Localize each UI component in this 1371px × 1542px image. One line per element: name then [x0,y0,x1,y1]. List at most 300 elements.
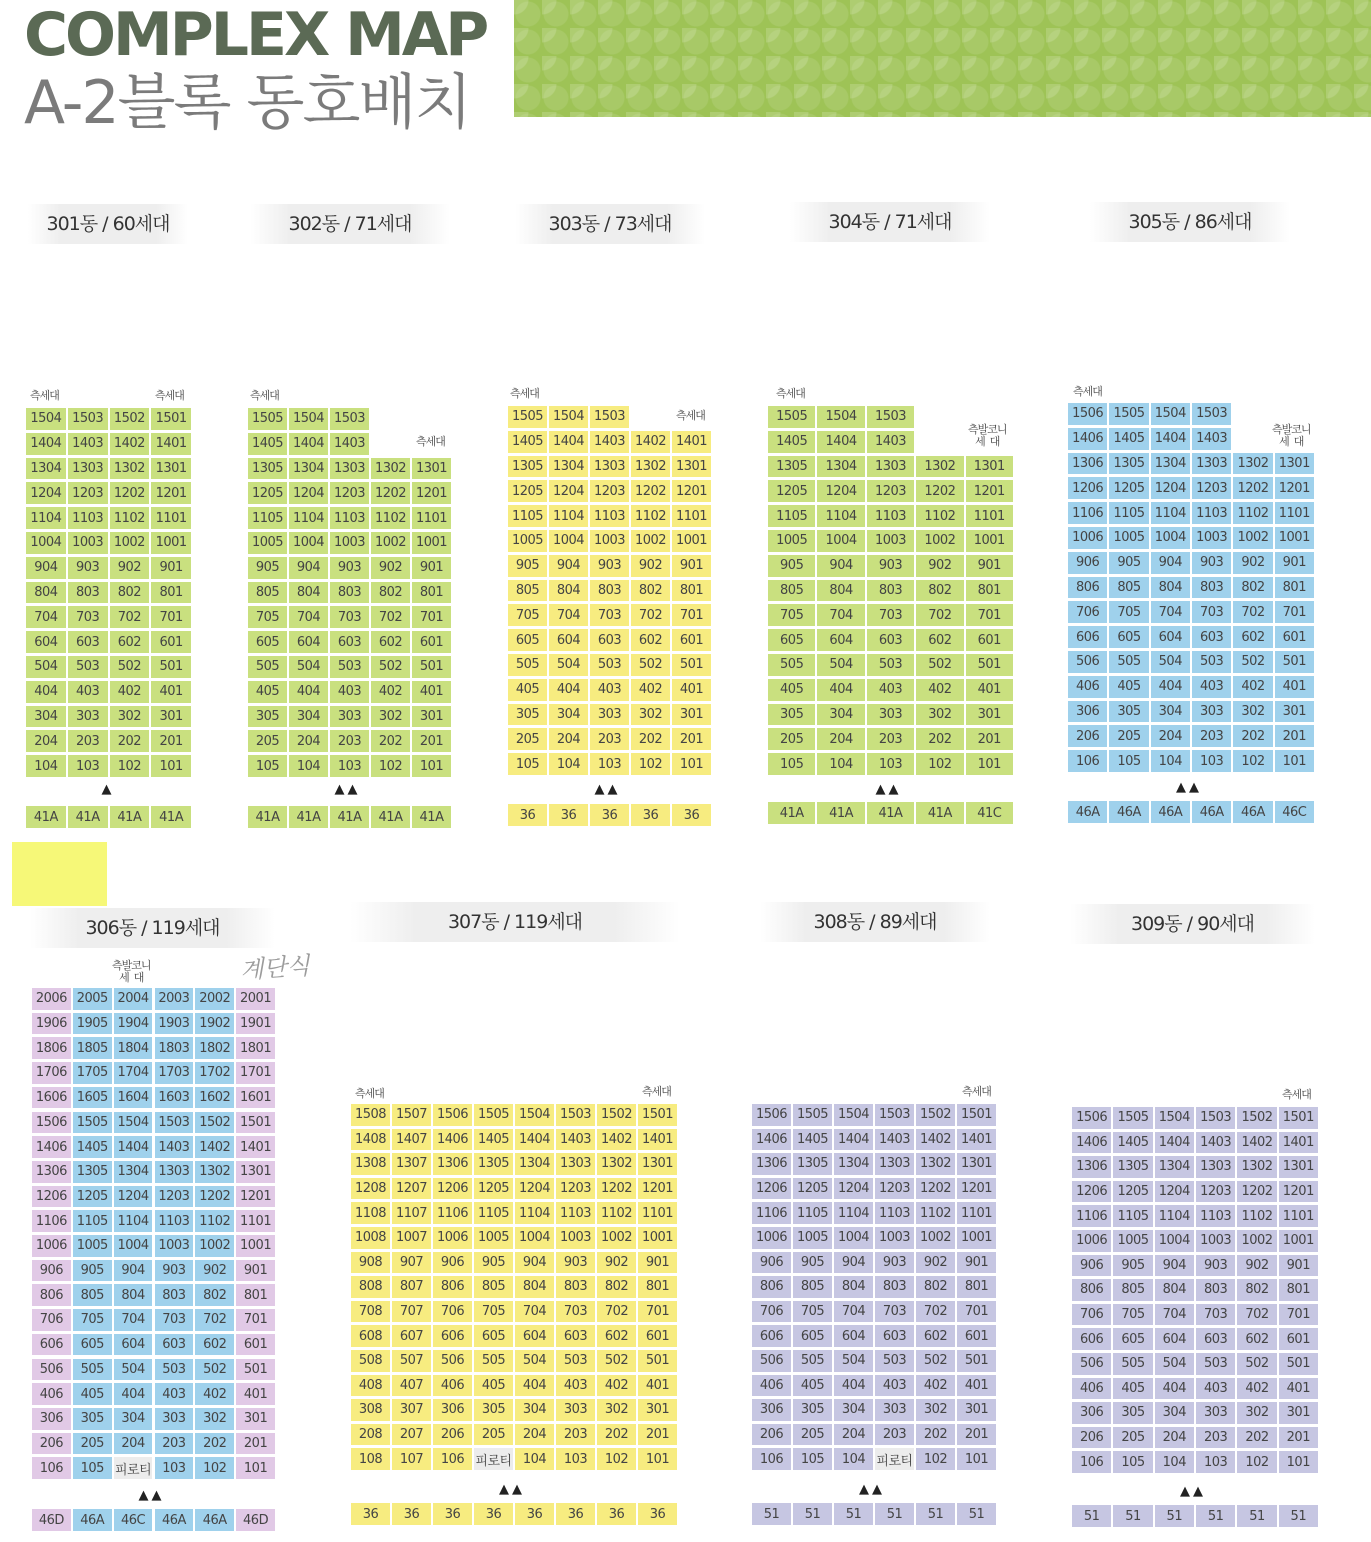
unit-cell: 1406 [32,1136,71,1158]
header-banner [514,0,1371,117]
unit-cell: 1204 [834,1178,873,1200]
unit-type-cell: 36 [392,1503,431,1525]
unit-cell: 1005 [474,1227,513,1249]
unit-cell: 1203 [875,1178,914,1200]
unit-cell: 101 [236,1457,275,1479]
unit-cell: 201 [412,730,451,752]
unit-type-cell: 51 [752,1503,791,1525]
unit-cell: 802 [1237,1279,1276,1301]
unit-cell: 103 [68,755,108,777]
unit-cell: 802 [1233,577,1272,599]
piloti-cell: 피로티 [114,1457,153,1479]
unit-cell: 902 [916,1252,955,1274]
unit-cell: 406 [752,1375,791,1397]
unit-cell: 1102 [1237,1205,1276,1227]
unit-cell: 1001 [412,532,451,554]
unit-cell: 601 [151,631,191,653]
unit-type-cell: 46D [236,1509,275,1531]
unit-cell: 702 [631,604,670,626]
unit-cell: 405 [73,1383,112,1405]
unit-cell: 506 [1068,651,1107,673]
unit-cell: 305 [508,704,547,726]
unit-cell: 701 [412,606,451,628]
unit-cell: 1204 [817,480,864,502]
unit-cell: 1401 [638,1129,677,1151]
unit-cell: 1106 [1072,1205,1111,1227]
unit-cell: 1305 [248,458,287,480]
unit-cell: 1001 [1275,527,1314,549]
entrance-arrows: ▲▲ [138,1488,165,1503]
unit-cell: 906 [433,1252,472,1274]
unit-cell: 405 [248,681,287,703]
unit-cell: 302 [597,1399,636,1421]
unit-cell: 1004 [549,530,588,552]
unit-cell: 1805 [73,1037,112,1059]
unit-cell: 705 [1113,1304,1152,1326]
unit-cell: 706 [1068,601,1107,623]
unit-cell: 904 [26,557,66,579]
unit-cell: 1103 [155,1210,194,1232]
unit-cell: 103 [330,755,369,777]
unit-cell: 504 [289,656,328,678]
unit-cell: 904 [114,1260,153,1282]
unit-cell: 803 [330,582,369,604]
unit-cell: 307 [392,1399,431,1421]
unit-cell: 902 [916,555,963,577]
unit-type-cell: 51 [1279,1505,1318,1527]
unit-cell: 1502 [110,408,150,430]
unit-cell: 1505 [73,1112,112,1134]
unit-cell: 501 [151,656,191,678]
unit-cell: 605 [73,1334,112,1356]
unit-cell: 801 [412,582,451,604]
unit-cell: 504 [515,1350,554,1372]
unit-cell: 601 [412,631,451,653]
unit-cell: 403 [556,1375,595,1397]
unit-type-cell: 46D [32,1509,71,1531]
unit-cell: 1106 [433,1202,472,1224]
unit-cell: 206 [433,1424,472,1446]
unit-cell: 706 [32,1309,71,1331]
unit-cell: 305 [768,704,815,726]
unit-cell: 1702 [195,1062,234,1084]
unit-type-cell: 36 [351,1503,390,1525]
unit-cell: 904 [289,557,328,579]
unit-cell: 305 [1113,1402,1152,1424]
unit-cell: 903 [1192,552,1231,574]
unit-cell: 1203 [867,480,914,502]
unit-cell: 1202 [597,1178,636,1200]
unit-cell: 1103 [867,505,914,527]
unit-type-cell: 51 [834,1503,873,1525]
unit-cell: 1403 [867,431,914,453]
unit-cell: 1302 [371,458,410,480]
unit-cell: 501 [638,1350,677,1372]
unit-cell: 502 [916,1350,955,1372]
unit-cell: 1301 [1279,1156,1318,1178]
unit-cell: 1206 [752,1178,791,1200]
unit-cell: 1003 [867,530,914,552]
unit-cell: 301 [1275,701,1314,723]
unit-cell: 101 [957,1448,996,1470]
unit-cell: 202 [597,1424,636,1446]
unit-cell: 804 [515,1276,554,1298]
unit-cell: 1104 [114,1210,153,1232]
side-unit-label: 측세대 [642,1085,671,1098]
unit-type-cell: 41A [916,802,963,824]
unit-cell: 303 [1192,701,1231,723]
unit-cell: 106 [1068,750,1107,772]
unit-cell: 1206 [1072,1181,1111,1203]
unit-cell: 405 [793,1375,832,1397]
unit-cell: 1602 [195,1087,234,1109]
unit-cell: 1206 [32,1186,71,1208]
unit-cell: 701 [151,606,191,628]
unit-cell: 808 [351,1276,390,1298]
unit-cell: 906 [752,1252,791,1274]
unit-cell: 502 [597,1350,636,1372]
unit-cell: 1406 [433,1129,472,1151]
unit-cell: 1105 [248,507,287,529]
unit-cell: 1301 [966,456,1013,478]
unit-cell: 303 [155,1408,194,1430]
unit-cell: 1202 [916,480,963,502]
unit-cell: 402 [597,1375,636,1397]
unit-cell: 806 [433,1276,472,1298]
side-unit-label: 측세대 [355,1087,384,1100]
unit-cell: 1403 [155,1136,194,1158]
unit-cell: 604 [549,629,588,651]
unit-cell: 405 [1113,1378,1152,1400]
unit-cell: 401 [966,679,1013,701]
unit-cell: 901 [1275,552,1314,574]
unit-cell: 901 [966,555,1013,577]
unit-cell: 1203 [155,1186,194,1208]
unit-cell: 801 [966,580,1013,602]
unit-cell: 205 [1109,725,1148,747]
unit-cell: 101 [1279,1451,1318,1473]
unit-cell: 1804 [114,1037,153,1059]
unit-cell: 1405 [73,1136,112,1158]
unit-cell: 1505 [793,1104,832,1126]
unit-cell: 206 [1072,1427,1111,1449]
unit-cell: 1204 [289,482,328,504]
unit-cell: 1001 [638,1227,677,1249]
building-title: 304동 / 71세대 [790,202,990,242]
unit-cell: 402 [1233,676,1272,698]
entrance-arrows: ▲▲ [594,782,621,797]
unit-cell: 1006 [752,1227,791,1249]
unit-cell: 1301 [412,458,451,480]
unit-cell: 803 [155,1284,194,1306]
unit-cell: 504 [549,654,588,676]
unit-cell: 1504 [1151,403,1190,425]
unit-cell: 103 [1192,750,1231,772]
unit-type-cell: 41A [68,806,108,828]
unit-cell: 401 [957,1375,996,1397]
unit-cell: 202 [916,1424,955,1446]
unit-type-cell: 36 [556,1503,595,1525]
unit-cell: 503 [68,656,108,678]
unit-cell: 1101 [1275,502,1314,524]
unit-cell: 1101 [412,507,451,529]
unit-cell: 404 [1155,1378,1194,1400]
unit-cell: 1302 [916,456,963,478]
unit-cell: 1102 [195,1210,234,1232]
unit-cell: 904 [834,1252,873,1274]
unit-cell: 903 [155,1260,194,1282]
unit-cell: 701 [236,1309,275,1331]
unit-cell: 1102 [1233,502,1272,524]
unit-cell: 1504 [1155,1107,1194,1129]
page-subtitle: A-2블록 동호배치 [24,68,471,138]
unit-type-cell: 51 [1072,1505,1111,1527]
unit-cell: 502 [916,654,963,676]
unit-cell: 703 [556,1301,595,1323]
side-unit-label: 측세대 [676,409,705,422]
unit-cell: 106 [433,1448,472,1470]
unit-cell: 402 [1237,1378,1276,1400]
entrance-arrows: ▲ [101,782,115,797]
unit-cell: 803 [1192,577,1231,599]
unit-cell: 1007 [392,1227,431,1249]
unit-cell: 505 [768,654,815,676]
unit-cell: 204 [834,1424,873,1446]
unit-cell: 1403 [1196,1132,1235,1154]
unit-cell: 602 [631,629,670,651]
unit-cell: 904 [1155,1255,1194,1277]
unit-cell: 1102 [916,1202,955,1224]
unit-cell: 2002 [195,988,234,1010]
unit-type-cell: 46C [1275,801,1314,823]
unit-cell: 802 [916,580,963,602]
unit-cell: 703 [68,606,108,628]
unit-cell: 1205 [1113,1181,1152,1203]
side-unit-label: 측세대 [30,389,59,402]
unit-cell: 403 [155,1383,194,1405]
unit-cell: 903 [875,1252,914,1274]
unit-cell: 805 [1109,577,1148,599]
unit-cell: 608 [351,1325,390,1347]
unit-cell: 1004 [817,530,864,552]
unit-cell: 1505 [768,406,815,428]
side-unit-label: 측세대 [1073,385,1102,398]
unit-cell: 1103 [1192,502,1231,524]
unit-cell: 702 [195,1309,234,1331]
unit-cell: 801 [151,582,191,604]
building-title: 301동 / 60세대 [28,204,188,244]
unit-cell: 303 [330,706,369,728]
unit-cell: 604 [834,1325,873,1347]
unit-cell: 1004 [515,1227,554,1249]
unit-cell: 1104 [289,507,328,529]
unit-cell: 1401 [151,433,191,455]
unit-cell: 703 [155,1309,194,1331]
unit-cell: 1201 [236,1186,275,1208]
unit-cell: 101 [638,1448,677,1470]
unit-cell: 803 [875,1276,914,1298]
unit-cell: 406 [1068,676,1107,698]
unit-cell: 1503 [68,408,108,430]
unit-cell: 1001 [957,1227,996,1249]
unit-cell: 1302 [195,1161,234,1183]
unit-cell: 201 [957,1424,996,1446]
unit-cell: 402 [916,1375,955,1397]
unit-cell: 1202 [1233,477,1272,499]
unit-cell: 1102 [110,507,150,529]
unit-cell: 1002 [916,1227,955,1249]
unit-cell: 503 [875,1350,914,1372]
unit-cell: 301 [151,706,191,728]
unit-cell: 105 [508,753,547,775]
unit-cell: 901 [236,1260,275,1282]
building-title: 305동 / 86세대 [1090,202,1290,242]
unit-cell: 1205 [248,482,287,504]
unit-cell: 1004 [26,532,66,554]
unit-cell: 202 [371,730,410,752]
unit-cell: 105 [768,753,815,775]
unit-type-cell: 46A [1192,801,1231,823]
unit-cell: 801 [638,1276,677,1298]
unit-cell: 1405 [1109,428,1148,450]
entrance-arrows: ▲▲ [1176,780,1202,795]
unit-cell: 903 [68,557,108,579]
unit-cell: 1103 [68,507,108,529]
unit-cell: 1901 [236,1013,275,1035]
unit-cell: 403 [590,679,629,701]
unit-cell: 108 [351,1448,390,1470]
unit-cell: 801 [236,1284,275,1306]
unit-cell: 1304 [1155,1156,1194,1178]
unit-cell: 1205 [768,480,815,502]
unit-cell: 1306 [433,1153,472,1175]
unit-cell: 1503 [875,1104,914,1126]
unit-type-cell: 41A [371,806,410,828]
unit-cell: 604 [1155,1328,1194,1350]
unit-cell: 304 [834,1399,873,1421]
unit-cell: 706 [433,1301,472,1323]
unit-cell: 706 [752,1301,791,1323]
unit-cell: 705 [248,606,287,628]
unit-cell: 102 [631,753,670,775]
unit-cell: 506 [752,1350,791,1372]
unit-cell: 1106 [1068,502,1107,524]
unit-cell: 1406 [752,1129,791,1151]
unit-cell: 1102 [631,505,670,527]
unit-cell: 1408 [351,1129,390,1151]
unit-cell: 602 [1237,1328,1276,1350]
unit-cell: 605 [793,1325,832,1347]
unit-cell: 501 [957,1350,996,1372]
unit-cell: 1201 [412,482,451,504]
unit-cell: 1101 [236,1210,275,1232]
unit-cell: 1201 [1275,477,1314,499]
unit-cell: 1204 [1151,477,1190,499]
unit-cell: 1205 [1109,477,1148,499]
unit-cell: 704 [1151,601,1190,623]
unit-cell: 1405 [474,1129,513,1151]
unit-cell: 202 [1237,1427,1276,1449]
unit-cell: 1304 [834,1153,873,1175]
unit-cell: 1306 [1068,453,1107,475]
unit-cell: 306 [433,1399,472,1421]
unit-cell: 806 [1068,577,1107,599]
unit-cell: 1101 [1279,1205,1318,1227]
unit-cell: 403 [1192,676,1231,698]
unit-cell: 705 [508,604,547,626]
unit-cell: 1303 [1196,1156,1235,1178]
unit-cell: 1002 [631,530,670,552]
unit-cell: 1503 [155,1112,194,1134]
unit-cell: 104 [289,755,328,777]
unit-cell: 203 [590,728,629,750]
unit-cell: 901 [151,557,191,579]
unit-cell: 303 [556,1399,595,1421]
unit-cell: 406 [1072,1378,1111,1400]
unit-cell: 1002 [371,532,410,554]
unit-type-cell: 51 [793,1503,832,1525]
unit-cell: 601 [957,1325,996,1347]
unit-cell: 903 [330,557,369,579]
unit-cell: 101 [151,755,191,777]
unit-cell: 1001 [966,530,1013,552]
unit-cell: 404 [26,681,66,703]
unit-cell: 1006 [32,1235,71,1257]
unit-cell: 901 [672,555,711,577]
unit-cell: 501 [966,654,1013,676]
unit-cell: 302 [1233,701,1272,723]
unit-cell: 102 [1237,1451,1276,1473]
unit-cell: 901 [638,1252,677,1274]
unit-cell: 1303 [330,458,369,480]
unit-type-cell: 51 [875,1503,914,1525]
unit-cell: 602 [597,1325,636,1347]
unit-cell: 1104 [549,505,588,527]
unit-cell: 1003 [155,1235,194,1257]
unit-cell: 1603 [155,1087,194,1109]
unit-cell: 404 [1151,676,1190,698]
unit-cell: 1606 [32,1087,71,1109]
unit-type-cell: 51 [1196,1505,1235,1527]
unit-cell: 1704 [114,1062,153,1084]
unit-cell: 405 [508,679,547,701]
unit-cell: 303 [590,704,629,726]
unit-cell: 1203 [68,482,108,504]
unit-cell: 704 [114,1309,153,1331]
unit-cell: 1306 [752,1153,791,1175]
unit-cell: 1005 [248,532,287,554]
unit-cell: 606 [1072,1328,1111,1350]
unit-cell: 1503 [556,1104,595,1126]
unit-cell: 1201 [672,480,711,502]
unit-cell: 604 [289,631,328,653]
unit-cell: 401 [236,1383,275,1405]
unit-cell: 606 [1068,626,1107,648]
unit-cell: 1301 [151,458,191,480]
unit-cell: 904 [549,555,588,577]
unit-cell: 504 [1151,651,1190,673]
unit-type-cell: 51 [1155,1505,1194,1527]
unit-cell: 1504 [289,408,328,430]
unit-cell: 901 [957,1252,996,1274]
unit-cell: 2001 [236,988,275,1010]
unit-cell: 803 [68,582,108,604]
unit-cell: 505 [508,654,547,676]
unit-cell: 1502 [597,1104,636,1126]
unit-cell: 1101 [151,507,191,529]
side-unit-label: 측발코니 세 대 [1272,423,1311,448]
unit-cell: 604 [114,1334,153,1356]
